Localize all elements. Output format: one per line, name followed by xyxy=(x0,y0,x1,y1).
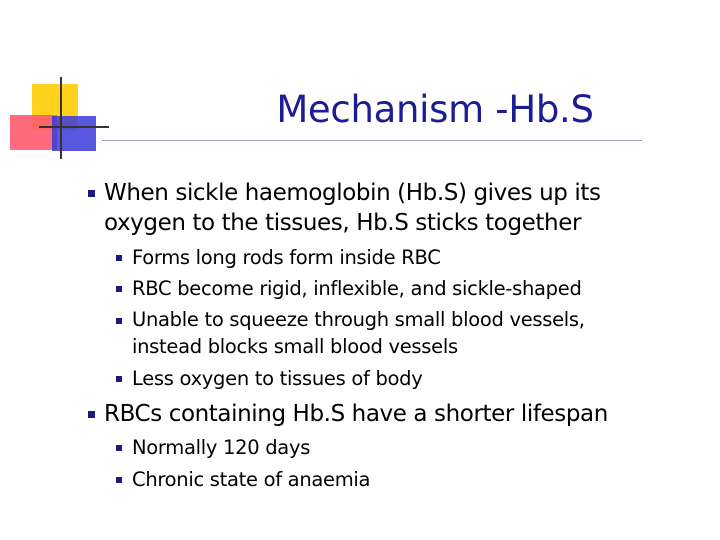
sub-bullet-text-line: RBC become rigid, inflexible, and sickle-shaped xyxy=(132,277,582,300)
bullet-square-icon xyxy=(116,445,122,451)
sub-bullet-text-line: Less oxygen to tissues of body xyxy=(132,367,423,390)
bullet-square-icon xyxy=(88,190,95,197)
bullet-square-icon xyxy=(116,318,122,324)
sub-bullet-text-line: instead blocks small blood vessels xyxy=(132,335,458,358)
bullet-text-line: When sickle haemoglobin (Hb.S) gives up its xyxy=(104,180,601,206)
bullet-square-icon xyxy=(116,376,122,382)
bullet-square-icon xyxy=(116,255,122,261)
page-title: Mechanism -Hb.S xyxy=(276,88,594,131)
bullet-text-line: RBCs containing Hb.S have a shorter lifespan xyxy=(104,401,608,427)
sub-bullet-text-line: Normally 120 days xyxy=(132,436,311,459)
bullet-text-line: oxygen to the tissues, Hb.S sticks together xyxy=(104,210,581,236)
sub-bullet-text-line: Unable to squeeze through small blood vessels, xyxy=(132,308,585,331)
sub-bullet-text-line: Chronic state of anaemia xyxy=(132,468,371,491)
sub-bullet-text-line: Forms long rods form inside RBC xyxy=(132,246,441,269)
bullet-square-icon xyxy=(116,477,122,483)
bullet-square-icon xyxy=(88,411,95,418)
bullet-square-icon xyxy=(116,286,122,292)
